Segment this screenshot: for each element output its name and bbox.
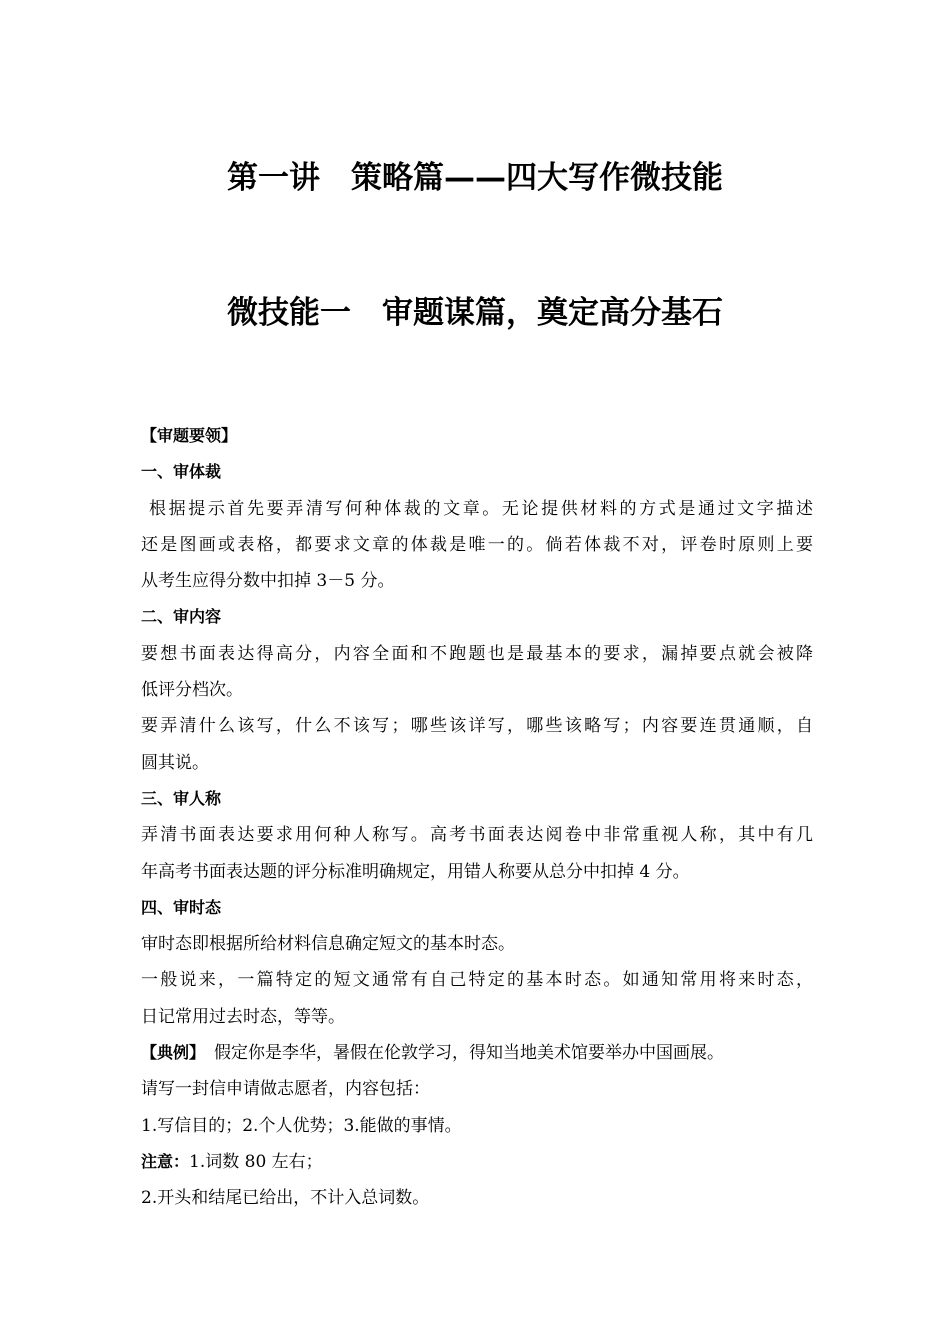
- document-body: [141, 418, 813, 1217]
- paragraph-line: 圆其说。: [141, 752, 209, 773]
- example-line: 1.写信目的；2.个人优势；3.能做的事情。: [141, 1115, 462, 1136]
- section-heading-genre: 一、审体裁: [141, 462, 222, 482]
- note-text: 1.词数 80 左右；: [189, 1151, 323, 1172]
- example-text: 假定你是李华，暑假在伦敦学习，得知当地美术馆要举办中国画展。: [197, 1043, 725, 1064]
- paragraph-line: 低评分档次。: [141, 680, 243, 701]
- paragraph-line: 要想书面表达得高分，内容全面和不跑题也是最基本的要求，漏掉要点就会被降: [141, 643, 813, 664]
- skill-subtitle: 微技能一 审题谋篇，奠定高分基石: [227, 295, 723, 331]
- paragraph-line: 还是图画或表格，都要求文章的体裁是唯一的。倘若体裁不对，评卷时原则上要: [141, 534, 813, 555]
- section-heading-tense: 四、审时态: [141, 897, 222, 917]
- note-label: 注意：: [141, 1151, 190, 1171]
- paragraph-line: 一般说来，一篇特定的短文通常有自己特定的基本时态。如通知常用将来时态，: [141, 970, 813, 991]
- section-heading-person: 三、审人称: [141, 788, 222, 808]
- paragraph-line: 日记常用过去时态，等等。: [141, 1006, 345, 1027]
- paragraph-line: 年高考书面表达题的评分标准明确规定，用错人称要从总分中扣掉 4 分。: [141, 861, 690, 882]
- lecture-title: 第一讲 策略篇——四大写作微技能: [227, 160, 723, 196]
- note-line: [141, 1144, 813, 1180]
- paragraph-line: 审时态即根据所给材料信息确定短文的基本时态。: [141, 934, 515, 955]
- example-line: [141, 1035, 813, 1071]
- paragraph-line: 弄清书面表达要求用何种人称写。高考书面表达阅卷中非常重视人称，其中有几: [141, 825, 813, 846]
- example-line: 请写一封信申请做志愿者，内容包括：: [141, 1079, 430, 1100]
- example-label: 【典例】: [141, 1043, 198, 1063]
- note-line: 2.开头和结尾已给出，不计入总词数。: [141, 1188, 430, 1209]
- paragraph-line: 从考生应得分数中扣掉 3－5 分。: [141, 571, 395, 592]
- paragraph-line: 要弄清什么该写，什么不该写；哪些该详写，哪些该略写；内容要连贯通顺，自: [141, 716, 813, 737]
- paragraph-line: 根据提示首先要弄清写何种体裁的文章。无论提供材料的方式是通过文字描述: [141, 498, 813, 519]
- section-label: 【审题要领】: [141, 426, 238, 445]
- section-heading-content: 二、审内容: [141, 607, 222, 627]
